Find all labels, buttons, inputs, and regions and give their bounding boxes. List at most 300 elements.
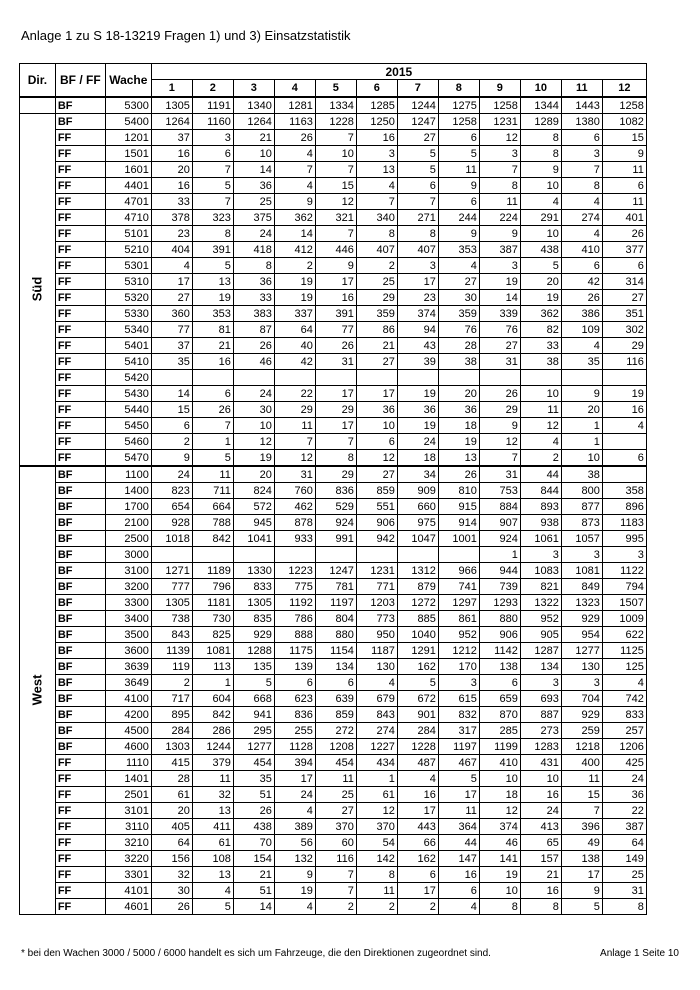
value-cell: 446 — [315, 242, 356, 258]
type-cell: BF — [55, 466, 105, 483]
value-cell — [233, 547, 274, 563]
value-cell: 1191 — [192, 97, 233, 114]
value-cell: 379 — [192, 755, 233, 771]
value-cell — [602, 466, 646, 483]
value-cell: 10 — [520, 771, 561, 787]
value-cell: 4 — [438, 258, 479, 274]
value-cell: 339 — [479, 306, 520, 322]
wache-cell: 1400 — [105, 483, 151, 499]
value-cell: 11 — [602, 162, 646, 178]
wache-cell: 5440 — [105, 402, 151, 418]
value-cell: 66 — [397, 835, 438, 851]
value-cell: 824 — [233, 483, 274, 499]
value-cell: 27 — [356, 466, 397, 483]
value-cell: 108 — [192, 851, 233, 867]
value-cell: 777 — [151, 579, 192, 595]
value-cell: 25 — [315, 787, 356, 803]
value-cell: 738 — [151, 611, 192, 627]
value-cell: 20 — [520, 274, 561, 290]
value-cell: 1183 — [602, 515, 646, 531]
value-cell: 387 — [602, 819, 646, 835]
value-cell: 1330 — [233, 563, 274, 579]
value-cell: 10 — [520, 226, 561, 242]
value-cell: 1206 — [602, 739, 646, 755]
type-cell: FF — [55, 194, 105, 210]
value-cell: 11 — [561, 771, 602, 787]
value-cell: 27 — [315, 803, 356, 819]
value-cell: 25 — [356, 274, 397, 290]
value-cell: 362 — [274, 210, 315, 226]
direction-cell — [20, 114, 56, 467]
direction-label: West — [29, 674, 45, 706]
wache-cell: 5310 — [105, 274, 151, 290]
value-cell: 12 — [520, 418, 561, 434]
month-header: 2 — [192, 80, 233, 98]
value-cell: 7 — [192, 162, 233, 178]
value-cell: 6 — [438, 194, 479, 210]
value-cell: 786 — [274, 611, 315, 627]
value-cell: 340 — [356, 210, 397, 226]
value-cell: 17 — [397, 883, 438, 899]
value-cell: 1264 — [233, 114, 274, 130]
value-cell: 6 — [397, 178, 438, 194]
value-cell: 1 — [561, 418, 602, 434]
table-row — [20, 402, 647, 418]
value-cell: 21 — [356, 338, 397, 354]
wache-cell: 3600 — [105, 643, 151, 659]
value-cell: 12 — [479, 434, 520, 450]
type-cell: FF — [55, 178, 105, 194]
wache-cell: 5210 — [105, 242, 151, 258]
value-cell: 885 — [397, 611, 438, 627]
type-cell: BF — [55, 691, 105, 707]
type-cell: FF — [55, 899, 105, 915]
wache-cell: 3301 — [105, 867, 151, 883]
value-cell: 16 — [315, 290, 356, 306]
value-cell: 29 — [602, 338, 646, 354]
value-cell: 425 — [602, 755, 646, 771]
value-cell: 13 — [192, 803, 233, 819]
value-cell: 704 — [561, 691, 602, 707]
wache-cell: 4200 — [105, 707, 151, 723]
value-cell: 870 — [479, 707, 520, 723]
value-cell: 4 — [151, 258, 192, 274]
value-cell: 17 — [356, 386, 397, 402]
wache-cell: 3500 — [105, 627, 151, 643]
value-cell: 914 — [438, 515, 479, 531]
value-cell: 64 — [274, 322, 315, 338]
value-cell: 370 — [315, 819, 356, 835]
value-cell: 1040 — [397, 627, 438, 643]
value-cell: 286 — [192, 723, 233, 739]
type-cell: FF — [55, 386, 105, 402]
value-cell: 1227 — [356, 739, 397, 755]
value-cell: 7 — [192, 418, 233, 434]
value-cell: 1258 — [602, 97, 646, 114]
value-cell: 86 — [356, 322, 397, 338]
value-cell: 271 — [397, 210, 438, 226]
value-cell: 1340 — [233, 97, 274, 114]
table-row — [20, 322, 647, 338]
value-cell: 952 — [520, 611, 561, 627]
value-cell: 44 — [520, 466, 561, 483]
value-cell: 8 — [602, 899, 646, 915]
value-cell: 383 — [233, 306, 274, 322]
value-cell: 487 — [397, 755, 438, 771]
value-cell: 929 — [561, 707, 602, 723]
value-cell: 17 — [315, 418, 356, 434]
value-cell: 19 — [274, 274, 315, 290]
wache-cell: 5470 — [105, 450, 151, 467]
wache-cell: 3210 — [105, 835, 151, 851]
value-cell: 51 — [233, 883, 274, 899]
value-cell: 19 — [274, 883, 315, 899]
value-cell: 351 — [602, 306, 646, 322]
value-cell — [602, 370, 646, 386]
value-cell: 9 — [561, 386, 602, 402]
value-cell: 741 — [438, 579, 479, 595]
value-cell: 944 — [479, 563, 520, 579]
value-cell: 9 — [520, 162, 561, 178]
value-cell: 10 — [520, 386, 561, 402]
value-cell: 1187 — [356, 643, 397, 659]
table-row — [20, 627, 647, 643]
value-cell: 19 — [397, 418, 438, 434]
value-cell: 13 — [356, 162, 397, 178]
value-cell: 16 — [438, 867, 479, 883]
value-cell: 418 — [233, 242, 274, 258]
value-cell: 36 — [397, 402, 438, 418]
value-cell: 6 — [192, 386, 233, 402]
value-cell: 10 — [233, 418, 274, 434]
value-cell: 374 — [397, 306, 438, 322]
value-cell: 16 — [397, 787, 438, 803]
type-cell: BF — [55, 675, 105, 691]
value-cell: 19 — [479, 867, 520, 883]
value-cell: 1 — [192, 675, 233, 691]
type-cell: FF — [55, 354, 105, 370]
value-cell: 2 — [397, 899, 438, 915]
table-row — [20, 97, 647, 114]
type-cell: BF — [55, 114, 105, 130]
value-cell: 1507 — [602, 595, 646, 611]
value-cell: 27 — [151, 290, 192, 306]
table-row — [20, 483, 647, 499]
value-cell: 36 — [233, 274, 274, 290]
type-cell: FF — [55, 242, 105, 258]
table-row — [20, 130, 647, 146]
value-cell: 1218 — [561, 739, 602, 755]
value-cell: 5 — [397, 146, 438, 162]
value-cell: 12 — [274, 450, 315, 467]
value-cell: 353 — [192, 306, 233, 322]
value-cell: 5 — [438, 146, 479, 162]
type-cell: FF — [55, 450, 105, 467]
value-cell: 6 — [192, 146, 233, 162]
value-cell: 693 — [520, 691, 561, 707]
wache-cell: 5400 — [105, 114, 151, 130]
value-cell: 8 — [520, 130, 561, 146]
value-cell: 3 — [397, 258, 438, 274]
value-cell: 924 — [479, 531, 520, 547]
type-cell: FF — [55, 883, 105, 899]
value-cell: 1139 — [151, 643, 192, 659]
value-cell: 31 — [479, 466, 520, 483]
value-cell: 7 — [397, 194, 438, 210]
value-cell: 24 — [233, 226, 274, 242]
value-cell: 65 — [520, 835, 561, 851]
value-cell: 162 — [397, 659, 438, 675]
value-cell: 1258 — [438, 114, 479, 130]
value-cell: 895 — [151, 707, 192, 723]
value-cell: 1192 — [274, 595, 315, 611]
value-cell: 1047 — [397, 531, 438, 547]
value-cell: 1258 — [479, 97, 520, 114]
value-cell: 438 — [233, 819, 274, 835]
value-cell: 825 — [192, 627, 233, 643]
value-cell: 76 — [479, 322, 520, 338]
value-cell: 879 — [397, 579, 438, 595]
value-cell: 77 — [315, 322, 356, 338]
value-cell: 8 — [561, 178, 602, 194]
value-cell: 139 — [274, 659, 315, 675]
value-cell: 823 — [151, 483, 192, 499]
value-cell: 134 — [315, 659, 356, 675]
value-cell: 8 — [356, 867, 397, 883]
value-cell: 800 — [561, 483, 602, 499]
value-cell: 901 — [397, 707, 438, 723]
value-cell: 15 — [602, 130, 646, 146]
year-header: 2015 — [151, 64, 646, 80]
wache-cell: 4100 — [105, 691, 151, 707]
value-cell: 4 — [520, 434, 561, 450]
value-cell: 1212 — [438, 643, 479, 659]
value-cell: 70 — [233, 835, 274, 851]
wache-cell: 3649 — [105, 675, 151, 691]
direction-cell — [20, 466, 56, 915]
value-cell: 4 — [274, 803, 315, 819]
type-cell: FF — [55, 338, 105, 354]
value-cell: 81 — [192, 322, 233, 338]
wache-cell: 1110 — [105, 755, 151, 771]
value-cell: 928 — [151, 515, 192, 531]
table-row — [20, 162, 647, 178]
value-cell — [356, 547, 397, 563]
value-cell: 1244 — [397, 97, 438, 114]
wache-cell: 5401 — [105, 338, 151, 354]
type-cell: FF — [55, 322, 105, 338]
value-cell: 2 — [274, 258, 315, 274]
value-cell: 1271 — [151, 563, 192, 579]
value-cell: 134 — [520, 659, 561, 675]
value-cell: 11 — [602, 194, 646, 210]
value-cell: 31 — [479, 354, 520, 370]
type-cell: FF — [55, 146, 105, 162]
value-cell: 405 — [151, 819, 192, 835]
dir-empty-cell — [20, 97, 56, 114]
type-cell: BF — [55, 531, 105, 547]
value-cell: 906 — [479, 627, 520, 643]
value-cell: 660 — [397, 499, 438, 515]
value-cell: 19 — [602, 386, 646, 402]
type-cell: FF — [55, 771, 105, 787]
value-cell: 391 — [315, 306, 356, 322]
month-header: 11 — [561, 80, 602, 98]
value-cell: 8 — [315, 450, 356, 467]
value-cell: 17 — [397, 274, 438, 290]
value-cell: 321 — [315, 210, 356, 226]
value-cell: 833 — [233, 579, 274, 595]
table-row — [20, 370, 647, 386]
value-cell: 1231 — [479, 114, 520, 130]
value-cell: 11 — [192, 466, 233, 483]
value-cell: 13 — [192, 274, 233, 290]
value-cell: 454 — [233, 755, 274, 771]
wache-cell: 4600 — [105, 739, 151, 755]
value-cell: 7 — [356, 194, 397, 210]
type-cell: FF — [55, 306, 105, 322]
value-cell: 1250 — [356, 114, 397, 130]
value-cell: 1160 — [192, 114, 233, 130]
value-cell: 20 — [561, 402, 602, 418]
table-row — [20, 835, 647, 851]
wache-cell: 5410 — [105, 354, 151, 370]
value-cell: 1244 — [192, 739, 233, 755]
value-cell: 8 — [520, 146, 561, 162]
value-cell: 887 — [520, 707, 561, 723]
table-row — [20, 643, 647, 659]
value-cell: 6 — [602, 450, 646, 467]
value-cell: 773 — [356, 611, 397, 627]
value-cell: 6 — [602, 178, 646, 194]
table-row — [20, 595, 647, 611]
value-cell: 29 — [315, 466, 356, 483]
value-cell: 21 — [233, 130, 274, 146]
value-cell: 1223 — [274, 563, 315, 579]
type-cell: FF — [55, 418, 105, 434]
value-cell: 10 — [356, 418, 397, 434]
type-cell: FF — [55, 370, 105, 386]
value-cell: 954 — [561, 627, 602, 643]
value-cell: 82 — [520, 322, 561, 338]
value-cell: 46 — [233, 354, 274, 370]
value-cell: 32 — [192, 787, 233, 803]
value-cell: 1277 — [561, 643, 602, 659]
value-cell: 896 — [602, 499, 646, 515]
value-cell: 323 — [192, 210, 233, 226]
value-cell: 10 — [315, 146, 356, 162]
value-cell: 24 — [397, 434, 438, 450]
table-row — [20, 675, 647, 691]
value-cell: 359 — [356, 306, 397, 322]
value-cell: 3 — [561, 675, 602, 691]
value-cell: 5 — [438, 771, 479, 787]
value-cell: 35 — [561, 354, 602, 370]
value-cell: 975 — [397, 515, 438, 531]
value-cell: 11 — [315, 771, 356, 787]
value-cell: 302 — [602, 322, 646, 338]
value-cell: 7 — [315, 867, 356, 883]
value-cell: 9 — [479, 418, 520, 434]
wache-cell: 4401 — [105, 178, 151, 194]
value-cell: 412 — [274, 242, 315, 258]
wache-cell: 1601 — [105, 162, 151, 178]
value-cell: 149 — [602, 851, 646, 867]
table-row — [20, 146, 647, 162]
wache-cell: 2500 — [105, 531, 151, 547]
type-header: BF / FF — [55, 64, 105, 98]
value-cell: 945 — [233, 515, 274, 531]
type-cell: BF — [55, 627, 105, 643]
value-cell: 1081 — [192, 643, 233, 659]
value-cell: 8 — [479, 899, 520, 915]
value-cell: 717 — [151, 691, 192, 707]
table-row — [20, 867, 647, 883]
footer-note: * bei den Wachen 3000 / 5000 / 6000 handelt es sich um Fahrzeuge, die den Direktionen zugeordnet sind. — [21, 948, 491, 959]
value-cell: 5 — [397, 675, 438, 691]
value-cell: 29 — [479, 402, 520, 418]
table-row — [20, 418, 647, 434]
type-cell: BF — [55, 723, 105, 739]
value-cell: 9 — [438, 226, 479, 242]
value-cell: 6 — [397, 867, 438, 883]
type-cell: BF — [55, 595, 105, 611]
value-cell: 374 — [479, 819, 520, 835]
value-cell: 443 — [397, 819, 438, 835]
value-cell: 7 — [315, 226, 356, 242]
value-cell — [438, 547, 479, 563]
wache-cell: 5101 — [105, 226, 151, 242]
value-cell: 64 — [151, 835, 192, 851]
wache-cell: 5340 — [105, 322, 151, 338]
value-cell: 4 — [356, 178, 397, 194]
value-cell: 27 — [438, 274, 479, 290]
month-header: 4 — [274, 80, 315, 98]
wache-cell: 4500 — [105, 723, 151, 739]
type-cell: BF — [55, 483, 105, 499]
value-cell: 17 — [151, 274, 192, 290]
value-cell: 771 — [356, 579, 397, 595]
value-cell: 4 — [561, 194, 602, 210]
type-cell: FF — [55, 819, 105, 835]
value-cell: 906 — [356, 515, 397, 531]
value-cell: 1061 — [520, 531, 561, 547]
value-cell: 42 — [561, 274, 602, 290]
value-cell: 113 — [192, 659, 233, 675]
value-cell: 404 — [151, 242, 192, 258]
value-cell: 10 — [479, 771, 520, 787]
value-cell: 7 — [274, 162, 315, 178]
table-row — [20, 659, 647, 675]
value-cell: 639 — [315, 691, 356, 707]
value-cell: 880 — [479, 611, 520, 627]
value-cell: 711 — [192, 483, 233, 499]
value-cell: 8 — [397, 226, 438, 242]
value-cell: 157 — [520, 851, 561, 867]
table-row — [20, 466, 647, 483]
value-cell: 1082 — [602, 114, 646, 130]
value-cell: 116 — [315, 851, 356, 867]
wache-cell: 4101 — [105, 883, 151, 899]
value-cell — [397, 370, 438, 386]
type-cell: BF — [55, 707, 105, 723]
value-cell: 33 — [151, 194, 192, 210]
value-cell: 880 — [315, 627, 356, 643]
value-cell: 14 — [479, 290, 520, 306]
value-cell: 1305 — [151, 97, 192, 114]
value-cell: 832 — [438, 707, 479, 723]
type-cell: FF — [55, 867, 105, 883]
